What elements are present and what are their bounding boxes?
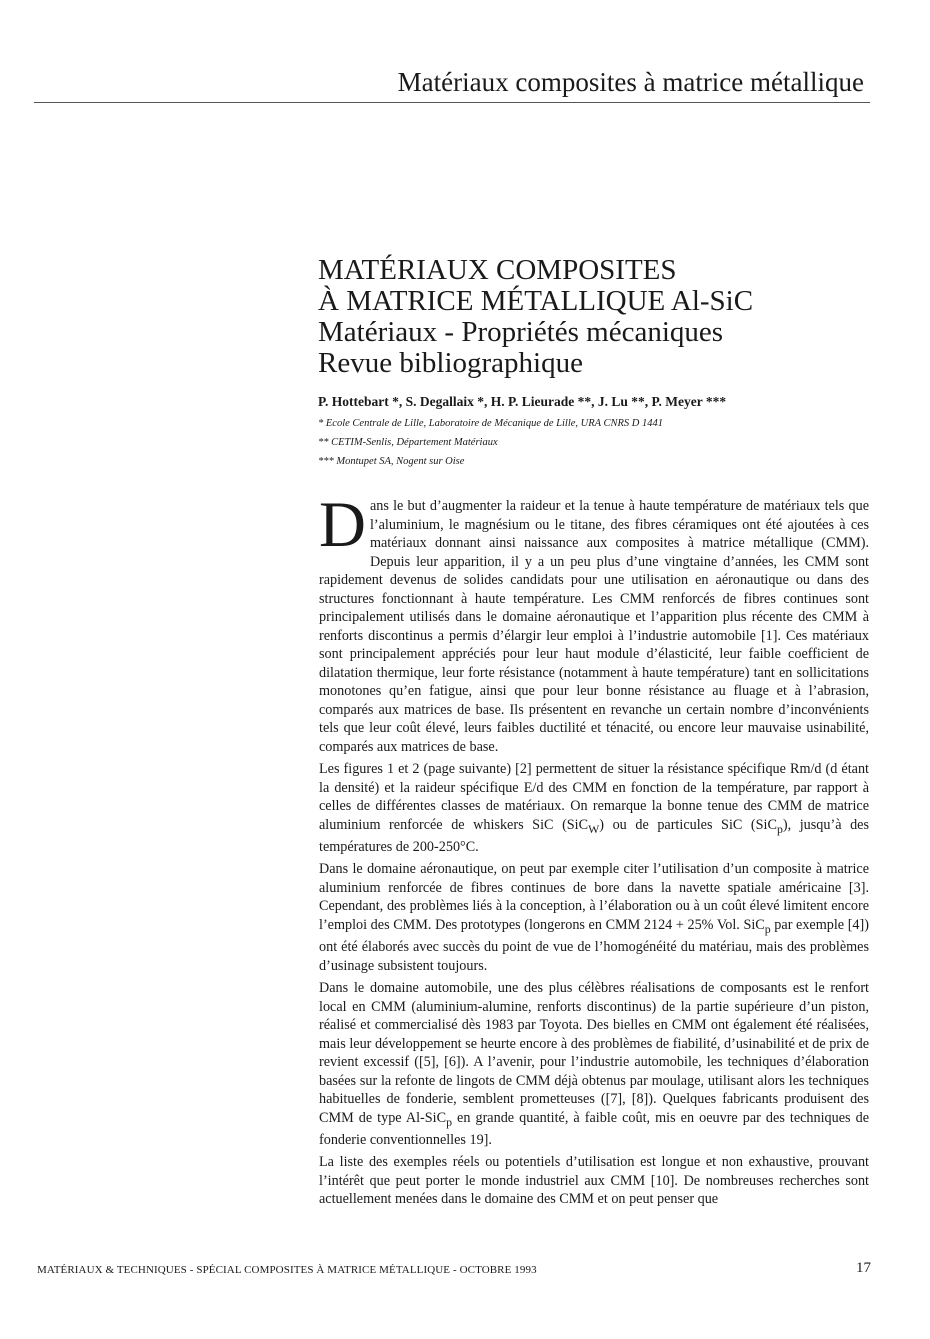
article-body (319, 489, 869, 1213)
paragraph-2-text-b: ) ou de particules SiC (SiC (599, 816, 777, 833)
paragraph-5: La liste des exemples réels ou potentiels d’utilisation est longue et non exhaustive, prouvant l’intérêt que peut porter le monde industriel aux CMM [10]. De nombreuses recherches sont actuellement menées dans le domaine des CMM et on peut penser que (319, 1154, 869, 1208)
affiliation-3: *** Montupet SA, Nogent sur Oise (318, 456, 465, 467)
subtitle-line-1: Matériaux - Propriétés mécaniques (318, 316, 724, 348)
drop-cap: D (319, 489, 366, 561)
header-rule (34, 102, 870, 103)
title-line-1: MATÉRIAUX COMPOSITES (318, 254, 677, 286)
paragraph-1 (319, 489, 869, 756)
affiliation-1: * Ecole Centrale de Lille, Laboratoire de Mécanique de Lille, URA CNRS D 1441 (318, 418, 663, 429)
paragraph-1-text: ans le but d’augmenter la raideur et la tenue à haute température de matériaux tels que l’aluminium, le magnésium ou le titane, des fibres céramiques ont été ajoutées à ces matériaux donnant ainsi naissance aux composites à matrice métallique (CMM). Depuis leur apparition, il y a un peu plus d’une vingtaine d’années, les CMM sont rapidement devenus de solides candidats pour une utilisation en aéronautique ou dans des structures fonctionnant à haute température. Les CMM renforcés de fibres continues sont principalement utilisés dans le domaine aéronautique et l’apparition plus récente des CMM à renforts discontinus a permis d’élargir leur emploi à l’industrie automobile [1]. Ces matériaux sont principalement appréciés pour leur haut module d’élasticité, leur faible coefficient de dilatation thermique, leur forte résistance (notamment à haute température) tant en sollicitations monotones qu’en fatigue, ainsi que pour leur bonne résistance au fluage et à l’abrasion, comparés aux matrices de base. Ils présentent en revanche un certain nombre d’inconvénients tels que leur coût élevé, leurs faibles ductilité et ténacité, ou encore leur mauvaise usinabilité, comparés aux matrices de base. (319, 498, 869, 755)
subtitle-line-2: Revue bibliographique (318, 347, 583, 379)
title-block (318, 255, 878, 471)
paragraph-2-text-c: ), jusqu’à des températures de 200-250°C. (319, 816, 869, 855)
footer-journal: MATÉRIAUX & TECHNIQUES - SPÉCIAL COMPOSITES À MATRICE MÉTALLIQUE - OCTOBRE 1993 (37, 1264, 537, 1276)
paragraph-4 (319, 979, 869, 1149)
authors: P. Hottebart *, S. Degallaix *, H. P. Lieurade **, J. Lu **, P. Meyer *** (318, 394, 727, 409)
subscript-p: p (764, 921, 771, 936)
paragraph-4-text-b: en grande quantité, à faible coût, mis en oeuvre par des techniques de fonderie conventionnelles 19]. (319, 1109, 869, 1148)
paragraph-3-text-a: Dans le domaine aéronautique, on peut par exemple citer l’utilisation d’un composite à matrice aluminium renforcée de fibres continues de bore dans la navette spatiale américaine [3]. Cependant, des problèmes liés à la conception, à l’élaboration ou à un coût élevé limitent encore l’emploi des CMM. Des prototypes (longerons en CMM 2124 + 25% Vol. SiC (319, 861, 869, 933)
subscript-p: p (776, 821, 783, 836)
paragraph-3-text-b: par exemple [4]) ont été élaborés avec succès du point de vue de l’homogénéité du matériau, mais des problèmes d’usinage subsistent toujours. (319, 916, 869, 974)
subscript-p: p (446, 1114, 452, 1129)
affiliation-2: ** CETIM-Senlis, Département Matériaux (318, 437, 498, 448)
subscript-w: W (588, 821, 600, 836)
paragraph-3 (319, 860, 869, 975)
running-head: Matériaux composites à matrice métallique (397, 67, 864, 97)
paragraph-2-text-a: Les figures 1 et 2 (page suivante) [2] permettent de situer la résistance spécifique Rm/d (d étant la densité) et la raideur spécifique E/d des CMM en fonction de la température, par rapport à celles de différentes classes de matériaux. On remarque la bonne tenue des CMM de matrice aluminium renforcée de whiskers SiC (SiC (319, 761, 869, 833)
paragraph-2 (319, 760, 869, 856)
paragraph-4-text-a: Dans le domaine automobile, une des plus célèbres réalisations de composants est le renfort local en CMM (aluminium-alumine, renforts discontinus) de la partie supérieure d’un piston, réalisé et commercialisé dès 1983 par Toyota. Des bielles en CMM ont également été réalisées, mais leur développement se heurte encore à des problèmes de fiabilité, d’usinabilité et de prix de revient excessif ([5], [6]). A l’avenir, pour l’industrie automobile, les techniques d’élaboration basées sur la refonte de lingots de CMM déjà obtenus par moulage, utilisant alors les techniques habituelles de fonderie, semblent prometteuses ([7], [8]). Quelques fabricants produisent des CMM de type Al-SiC (319, 980, 869, 1126)
page-number: 17 (856, 1260, 871, 1276)
title-line-2: À MATRICE MÉTALLIQUE Al-SiC (318, 285, 754, 317)
